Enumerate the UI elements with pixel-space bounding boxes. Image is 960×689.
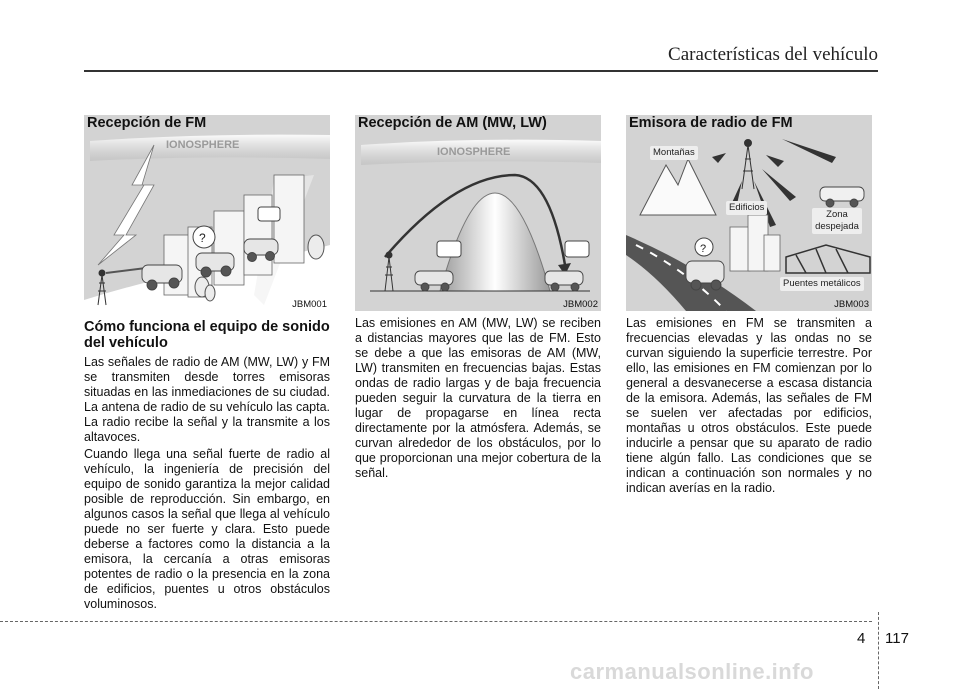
car-clear-zone <box>820 187 864 207</box>
label-clear-zone: Zona despejada <box>812 208 862 234</box>
figure-title: Recepción de FM <box>87 115 207 131</box>
ionosphere-label: IONOSPHERE <box>437 146 511 158</box>
paragraph: Las emisiones en FM se transmiten a frecuencias elevadas y las ondas no se curvan siguiendo la superficie terrestre. Por ello, las emisiones en FM comienzan por lo general a desvanecerse a escasa distancia de la emisora. Además, las señales de FM se suelen ver afectadas por edificios, montañas u otros obstáculos. Este puede inducirle a pensar que su aparato de radio tiene algún fallo. Las condiciones que se indican a continuación son normales y no indican averías en la radio. <box>626 316 872 495</box>
car-left <box>415 271 453 291</box>
footer-rule <box>0 621 872 622</box>
transmitter-tower <box>742 140 754 190</box>
figure-am-reception <box>355 115 601 311</box>
car-right <box>545 271 583 291</box>
paragraph: Las emisiones en AM (MW, LW) se reciben a distancias mayores que las de FM. Esto se debe a que las emisoras de AM (MW, LW) transmiten en frecuencias bajas. Estas ondas de radio largas y de baja frecuencia pueden seguir la curvatura de la tierra en lugar de propagarse en línea recta directamente por la atmósfera. Además, se curvan alrededor de los obstáculos, por lo que proporcionan una mejor cobertura de la señal. <box>355 316 601 480</box>
transmitter-tower <box>385 252 393 291</box>
figure-fm-station <box>626 115 872 311</box>
chapter-number: 4 <box>857 630 866 647</box>
label-buildings: Edificios <box>726 201 767 215</box>
column-2 <box>355 115 601 483</box>
lightning-bolt <box>98 145 154 265</box>
footer-divider <box>878 612 879 689</box>
page-header-title: Características del vehículo <box>668 44 878 65</box>
steel-bridge <box>786 245 870 273</box>
question-mark-icon: ? <box>700 243 707 255</box>
figure-fm-reception <box>84 115 330 311</box>
column-1 <box>84 115 330 614</box>
section-heading: Cómo funciona el equipo de sonido del vehículo <box>84 319 330 351</box>
column-3 <box>626 115 872 498</box>
am-reception-illustration <box>355 115 601 311</box>
noise-bubble-icon <box>258 207 280 221</box>
figure-code: JBM003 <box>834 299 869 310</box>
label-mountains: Montañas <box>650 146 698 160</box>
sound-bubble-icon <box>565 241 589 257</box>
figure-title: Recepción de AM (MW, LW) <box>358 115 547 131</box>
fm-reception-illustration <box>84 115 330 311</box>
watermark: carmanualsonline.info <box>570 659 814 684</box>
paragraph: Cuando llega una señal fuerte de radio al vehículo, la ingeniería de precisión del equipo de sonido garantiza la mejor calidad posible de reproducción. Sin embargo, en algunos casos la señal que llega al vehículo puede no ser fuerte y clara. Esto puede deberse a factores como la distancia a la emisora, la cercanía a otras emisoras potentes de radio o la presencia en la zona de edificios, puentes u otros obstáculos voluminosos. <box>84 447 330 611</box>
sound-bubble-icon <box>437 241 461 257</box>
figure-title: Emisora de radio de FM <box>629 115 793 131</box>
header-rule <box>84 70 878 72</box>
figure-code: JBM002 <box>563 299 598 310</box>
mountains-shape <box>640 159 716 215</box>
question-mark-icon: ? <box>199 231 206 245</box>
label-steel-bridges: Puentes metálicos <box>780 277 864 291</box>
figure-code: JBM001 <box>292 299 327 310</box>
ionosphere-label: IONOSPHERE <box>166 139 240 151</box>
paragraph: Las señales de radio de AM (MW, LW) y FM se transmiten desde torres emisoras situadas en las inmediaciones de su ciudad. La antena de radio de su vehículo las capta. La radio recibe la señal y la transmite a los altavoces. <box>84 355 330 444</box>
page-number: 117 <box>885 630 909 647</box>
